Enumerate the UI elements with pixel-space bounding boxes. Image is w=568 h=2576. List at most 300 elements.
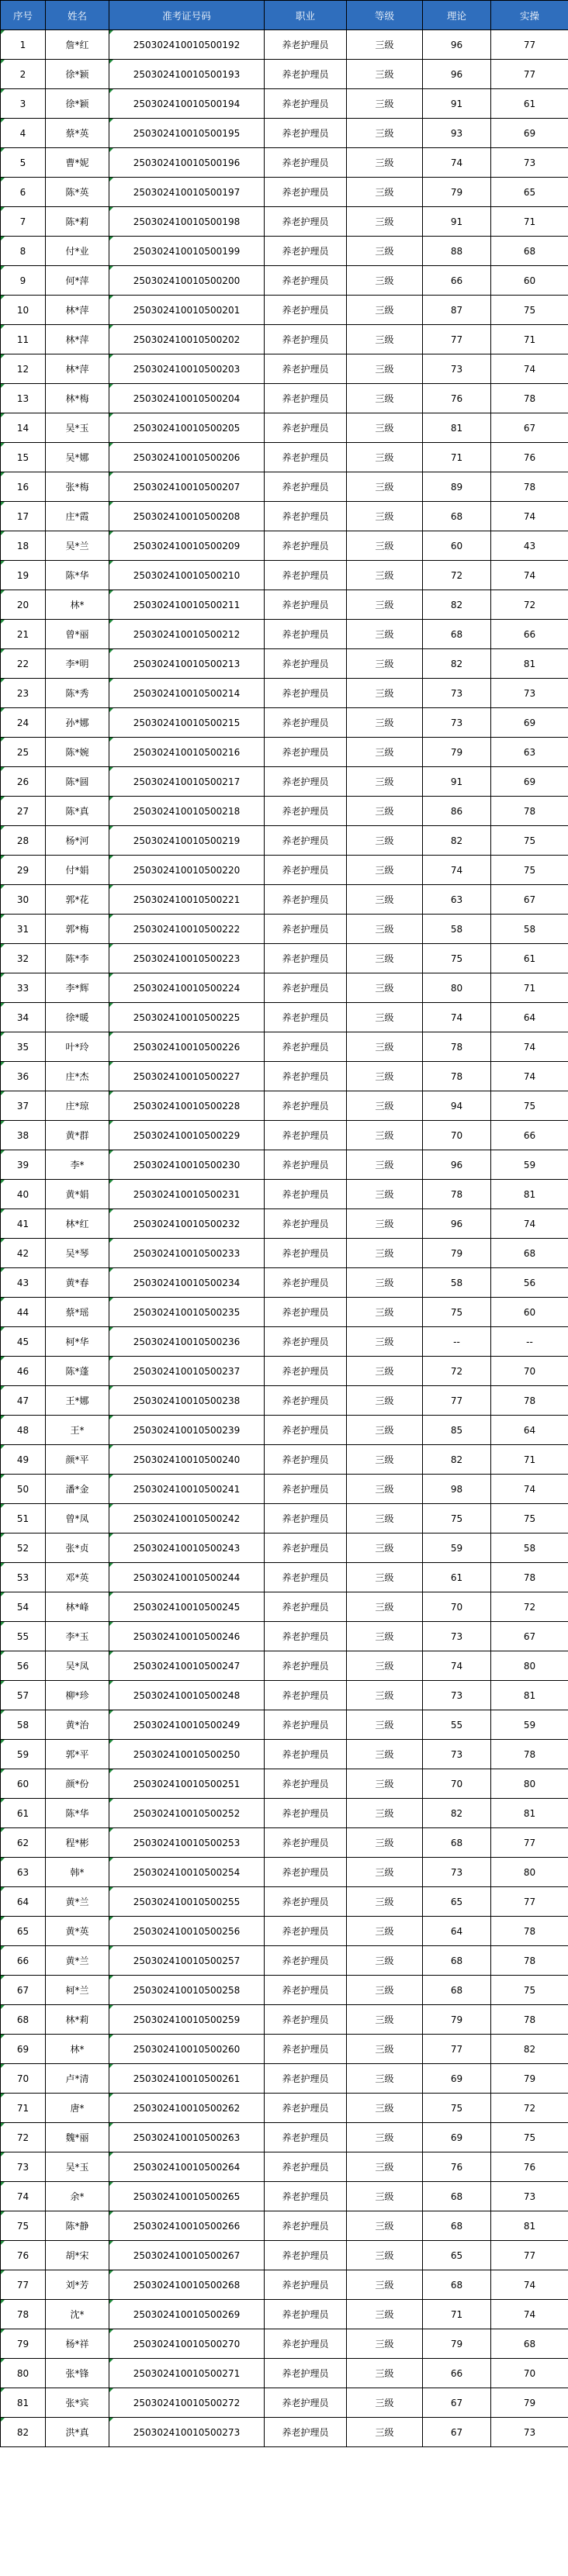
cell-job: 养老护理员 — [265, 1533, 347, 1563]
cell-ticket: 250302410010500251 — [109, 1769, 265, 1799]
cell-practice: 77 — [491, 2241, 568, 2270]
cell-job: 养老护理员 — [265, 2182, 347, 2211]
cell-theory: 72 — [423, 1357, 491, 1386]
cell-theory: 73 — [423, 1858, 491, 1887]
cell-seq: 68 — [1, 2005, 46, 2035]
cell-name: 林*莉 — [46, 2005, 109, 2035]
cell-seq: 57 — [1, 1681, 46, 1710]
cell-job: 养老护理员 — [265, 2064, 347, 2094]
cell-seq: 19 — [1, 561, 46, 590]
cell-practice: 78 — [491, 1563, 568, 1592]
cell-ticket: 250302410010500219 — [109, 826, 265, 856]
cell-job: 养老护理员 — [265, 354, 347, 384]
cell-name: 陈*真 — [46, 797, 109, 826]
cell-practice: -- — [491, 1327, 568, 1357]
cell-name: 李*辉 — [46, 973, 109, 1003]
cell-practice: 61 — [491, 944, 568, 973]
cell-practice: 75 — [491, 2123, 568, 2152]
cell-level: 三级 — [347, 2064, 423, 2094]
cell-seq: 37 — [1, 1091, 46, 1121]
cell-practice: 73 — [491, 679, 568, 708]
cell-job: 养老护理员 — [265, 1622, 347, 1651]
table-row — [1, 1180, 568, 1209]
cell-name: 邓*英 — [46, 1563, 109, 1592]
table-row — [1, 354, 568, 384]
cell-job: 养老护理员 — [265, 89, 347, 119]
cell-seq: 53 — [1, 1563, 46, 1592]
cell-practice: 81 — [491, 1180, 568, 1209]
cell-theory: 67 — [423, 2388, 491, 2418]
cell-job: 养老护理员 — [265, 531, 347, 561]
cell-ticket: 250302410010500253 — [109, 1828, 265, 1858]
cell-theory: 75 — [423, 2094, 491, 2123]
cell-seq: 2 — [1, 60, 46, 89]
cell-name: 黄*英 — [46, 1917, 109, 1946]
table-row — [1, 2005, 568, 2035]
cell-theory: 70 — [423, 1121, 491, 1150]
cell-job: 养老护理员 — [265, 1946, 347, 1976]
table-row — [1, 767, 568, 797]
table-row — [1, 1062, 568, 1091]
cell-theory: 55 — [423, 1710, 491, 1740]
cell-name: 黄*娟 — [46, 1180, 109, 1209]
cell-ticket: 250302410010500221 — [109, 885, 265, 915]
cell-practice: 81 — [491, 1681, 568, 1710]
cell-name: 林*萍 — [46, 325, 109, 354]
table-row — [1, 413, 568, 443]
cell-seq: 65 — [1, 1917, 46, 1946]
cell-practice: 59 — [491, 1150, 568, 1180]
cell-ticket: 250302410010500260 — [109, 2035, 265, 2064]
cell-theory: 61 — [423, 1563, 491, 1592]
header-job: 职业 — [265, 1, 347, 30]
cell-theory: 74 — [423, 1651, 491, 1681]
cell-ticket: 250302410010500241 — [109, 1475, 265, 1504]
cell-level: 三级 — [347, 325, 423, 354]
cell-seq: 10 — [1, 296, 46, 325]
cell-level: 三级 — [347, 1150, 423, 1180]
cell-name: 黄*春 — [46, 1268, 109, 1298]
cell-ticket: 250302410010500193 — [109, 60, 265, 89]
cell-seq: 5 — [1, 148, 46, 178]
cell-job: 养老护理员 — [265, 2035, 347, 2064]
cell-name: 黄*兰 — [46, 1887, 109, 1917]
cell-practice: 72 — [491, 2094, 568, 2123]
cell-seq: 31 — [1, 915, 46, 944]
cell-theory: 70 — [423, 1769, 491, 1799]
cell-name: 蔡*瑶 — [46, 1298, 109, 1327]
cell-theory: 79 — [423, 2329, 491, 2359]
cell-name: 吴*娜 — [46, 443, 109, 472]
cell-theory: 93 — [423, 119, 491, 148]
cell-ticket: 250302410010500272 — [109, 2388, 265, 2418]
table-row — [1, 1533, 568, 1563]
cell-job: 养老护理员 — [265, 1239, 347, 1268]
cell-ticket: 250302410010500250 — [109, 1740, 265, 1769]
cell-seq: 76 — [1, 2241, 46, 2270]
table-row — [1, 1003, 568, 1032]
cell-level: 三级 — [347, 1298, 423, 1327]
table-row — [1, 2359, 568, 2388]
cell-name: 吴*玉 — [46, 2152, 109, 2182]
cell-ticket: 250302410010500243 — [109, 1533, 265, 1563]
cell-seq: 27 — [1, 797, 46, 826]
cell-job: 养老护理员 — [265, 119, 347, 148]
table-row — [1, 30, 568, 60]
cell-name: 徐*颖 — [46, 60, 109, 89]
table-row — [1, 2211, 568, 2241]
cell-ticket: 250302410010500238 — [109, 1386, 265, 1416]
header-practice: 实操 — [491, 1, 568, 30]
table-row — [1, 856, 568, 885]
cell-ticket: 250302410010500198 — [109, 207, 265, 237]
cell-theory: 58 — [423, 915, 491, 944]
cell-level: 三级 — [347, 2359, 423, 2388]
cell-ticket: 250302410010500242 — [109, 1504, 265, 1533]
cell-seq: 77 — [1, 2270, 46, 2300]
cell-ticket: 250302410010500203 — [109, 354, 265, 384]
table-row — [1, 708, 568, 738]
cell-seq: 44 — [1, 1298, 46, 1327]
cell-level: 三级 — [347, 679, 423, 708]
cell-level: 三级 — [347, 2182, 423, 2211]
cell-job: 养老护理员 — [265, 1062, 347, 1091]
cell-ticket: 250302410010500267 — [109, 2241, 265, 2270]
cell-practice: 56 — [491, 1268, 568, 1298]
cell-level: 三级 — [347, 1032, 423, 1062]
cell-job: 养老护理员 — [265, 1150, 347, 1180]
cell-job: 养老护理员 — [265, 1592, 347, 1622]
cell-name: 李*明 — [46, 649, 109, 679]
cell-theory: 77 — [423, 325, 491, 354]
cell-seq: 25 — [1, 738, 46, 767]
cell-practice: 67 — [491, 1622, 568, 1651]
cell-theory: 72 — [423, 561, 491, 590]
cell-job: 养老护理员 — [265, 1209, 347, 1239]
table-row — [1, 1121, 568, 1150]
table-row — [1, 1976, 568, 2005]
cell-level: 三级 — [347, 915, 423, 944]
cell-ticket: 250302410010500233 — [109, 1239, 265, 1268]
cell-level: 三级 — [347, 1946, 423, 1976]
cell-practice: 76 — [491, 443, 568, 472]
cell-seq: 64 — [1, 1887, 46, 1917]
cell-job: 养老护理员 — [265, 1651, 347, 1681]
cell-job: 养老护理员 — [265, 1563, 347, 1592]
cell-seq: 24 — [1, 708, 46, 738]
cell-name: 徐*颖 — [46, 89, 109, 119]
cell-job: 养老护理员 — [265, 1357, 347, 1386]
cell-practice: 78 — [491, 384, 568, 413]
cell-level: 三级 — [347, 885, 423, 915]
table-row — [1, 325, 568, 354]
cell-ticket: 250302410010500273 — [109, 2418, 265, 2447]
cell-theory: 74 — [423, 148, 491, 178]
cell-job: 养老护理员 — [265, 266, 347, 296]
cell-practice: 70 — [491, 1357, 568, 1386]
cell-ticket: 250302410010500234 — [109, 1268, 265, 1298]
cell-seq: 47 — [1, 1386, 46, 1416]
cell-name: 李* — [46, 1150, 109, 1180]
cell-practice: 77 — [491, 1887, 568, 1917]
table-row — [1, 1917, 568, 1946]
cell-level: 三级 — [347, 1062, 423, 1091]
cell-level: 三级 — [347, 973, 423, 1003]
cell-practice: 78 — [491, 2005, 568, 2035]
cell-ticket: 250302410010500217 — [109, 767, 265, 797]
cell-practice: 74 — [491, 2300, 568, 2329]
cell-name: 柯*兰 — [46, 1976, 109, 2005]
cell-ticket: 250302410010500239 — [109, 1416, 265, 1445]
cell-name: 王* — [46, 1416, 109, 1445]
table-row — [1, 1504, 568, 1533]
table-row — [1, 2300, 568, 2329]
cell-ticket: 250302410010500214 — [109, 679, 265, 708]
cell-level: 三级 — [347, 2152, 423, 2182]
table-row — [1, 1828, 568, 1858]
cell-name: 杨*河 — [46, 826, 109, 856]
cell-seq: 39 — [1, 1150, 46, 1180]
cell-theory: 68 — [423, 1946, 491, 1976]
cell-job: 养老护理员 — [265, 502, 347, 531]
cell-practice: 66 — [491, 1121, 568, 1150]
cell-name: 张*锋 — [46, 2359, 109, 2388]
table-row — [1, 1416, 568, 1445]
cell-job: 养老护理员 — [265, 1710, 347, 1740]
cell-theory: 73 — [423, 708, 491, 738]
cell-name: 陈*圆 — [46, 767, 109, 797]
cell-job: 养老护理员 — [265, 1032, 347, 1062]
cell-level: 三级 — [347, 119, 423, 148]
cell-job: 养老护理员 — [265, 2123, 347, 2152]
cell-job: 养老护理员 — [265, 767, 347, 797]
cell-level: 三级 — [347, 1651, 423, 1681]
cell-practice: 58 — [491, 1533, 568, 1563]
table-row — [1, 1710, 568, 1740]
cell-practice: 65 — [491, 178, 568, 207]
table-row — [1, 89, 568, 119]
cell-theory: 68 — [423, 502, 491, 531]
cell-name: 林*萍 — [46, 296, 109, 325]
cell-job: 养老护理员 — [265, 1003, 347, 1032]
cell-theory: 68 — [423, 620, 491, 649]
cell-name: 郭*平 — [46, 1740, 109, 1769]
cell-job: 养老护理员 — [265, 325, 347, 354]
cell-level: 三级 — [347, 30, 423, 60]
table-row — [1, 1327, 568, 1357]
cell-seq: 9 — [1, 266, 46, 296]
cell-seq: 58 — [1, 1710, 46, 1740]
table-row — [1, 1858, 568, 1887]
cell-seq: 1 — [1, 30, 46, 60]
cell-name: 陈*蓬 — [46, 1357, 109, 1386]
cell-ticket: 250302410010500254 — [109, 1858, 265, 1887]
cell-level: 三级 — [347, 561, 423, 590]
cell-job: 养老护理员 — [265, 1681, 347, 1710]
cell-seq: 81 — [1, 2388, 46, 2418]
cell-ticket: 250302410010500212 — [109, 620, 265, 649]
cell-seq: 46 — [1, 1357, 46, 1386]
cell-name: 吴*琴 — [46, 1239, 109, 1268]
cell-level: 三级 — [347, 2094, 423, 2123]
cell-theory: 82 — [423, 590, 491, 620]
cell-job: 养老护理员 — [265, 1445, 347, 1475]
cell-practice: 75 — [491, 826, 568, 856]
cell-level: 三级 — [347, 1592, 423, 1622]
cell-level: 三级 — [347, 1887, 423, 1917]
cell-job: 养老护理员 — [265, 1504, 347, 1533]
cell-name: 庄*琼 — [46, 1091, 109, 1121]
cell-job: 养老护理员 — [265, 590, 347, 620]
cell-level: 三级 — [347, 797, 423, 826]
cell-practice: 69 — [491, 708, 568, 738]
cell-seq: 16 — [1, 472, 46, 502]
cell-seq: 20 — [1, 590, 46, 620]
cell-level: 三级 — [347, 1533, 423, 1563]
cell-practice: 68 — [491, 237, 568, 266]
cell-practice: 74 — [491, 1062, 568, 1091]
cell-name: 颜*份 — [46, 1769, 109, 1799]
cell-ticket: 250302410010500210 — [109, 561, 265, 590]
cell-ticket: 250302410010500252 — [109, 1799, 265, 1828]
cell-job: 养老护理员 — [265, 30, 347, 60]
cell-name: 吴*玉 — [46, 413, 109, 443]
cell-ticket: 250302410010500235 — [109, 1298, 265, 1327]
cell-theory: 60 — [423, 531, 491, 561]
cell-ticket: 250302410010500195 — [109, 119, 265, 148]
cell-seq: 17 — [1, 502, 46, 531]
cell-seq: 33 — [1, 973, 46, 1003]
cell-job: 养老护理员 — [265, 2211, 347, 2241]
cell-practice: 74 — [491, 1032, 568, 1062]
cell-level: 三级 — [347, 2388, 423, 2418]
cell-seq: 60 — [1, 1769, 46, 1799]
cell-seq: 34 — [1, 1003, 46, 1032]
cell-seq: 28 — [1, 826, 46, 856]
cell-job: 养老护理员 — [265, 472, 347, 502]
cell-job: 养老护理员 — [265, 148, 347, 178]
cell-seq: 69 — [1, 2035, 46, 2064]
cell-theory: 58 — [423, 1268, 491, 1298]
cell-seq: 8 — [1, 237, 46, 266]
cell-practice: 67 — [491, 885, 568, 915]
cell-job: 养老护理员 — [265, 1799, 347, 1828]
cell-seq: 78 — [1, 2300, 46, 2329]
table-row — [1, 2152, 568, 2182]
cell-ticket: 250302410010500201 — [109, 296, 265, 325]
cell-level: 三级 — [347, 1003, 423, 1032]
table-row — [1, 826, 568, 856]
cell-theory: 73 — [423, 679, 491, 708]
cell-name: 林* — [46, 590, 109, 620]
cell-seq: 13 — [1, 384, 46, 413]
cell-seq: 3 — [1, 89, 46, 119]
cell-level: 三级 — [347, 2329, 423, 2359]
cell-ticket: 250302410010500224 — [109, 973, 265, 1003]
cell-level: 三级 — [347, 148, 423, 178]
cell-name: 柳*珍 — [46, 1681, 109, 1710]
cell-theory: 91 — [423, 767, 491, 797]
cell-theory: 81 — [423, 413, 491, 443]
cell-theory: 71 — [423, 443, 491, 472]
cell-theory: 77 — [423, 2035, 491, 2064]
cell-ticket: 250302410010500256 — [109, 1917, 265, 1946]
cell-seq: 36 — [1, 1062, 46, 1091]
cell-practice: 75 — [491, 1504, 568, 1533]
table-row — [1, 2241, 568, 2270]
cell-seq: 61 — [1, 1799, 46, 1828]
cell-practice: 79 — [491, 2388, 568, 2418]
table-row — [1, 797, 568, 826]
cell-practice: 64 — [491, 1003, 568, 1032]
cell-theory: 75 — [423, 1298, 491, 1327]
cell-seq: 74 — [1, 2182, 46, 2211]
cell-job: 养老护理员 — [265, 2241, 347, 2270]
cell-ticket: 250302410010500269 — [109, 2300, 265, 2329]
cell-practice: 43 — [491, 531, 568, 561]
cell-level: 三级 — [347, 266, 423, 296]
cell-name: 颜*平 — [46, 1445, 109, 1475]
table-row — [1, 944, 568, 973]
cell-level: 三级 — [347, 1268, 423, 1298]
cell-theory: 75 — [423, 1504, 491, 1533]
cell-level: 三级 — [347, 1357, 423, 1386]
cell-job: 养老护理员 — [265, 1268, 347, 1298]
table-row — [1, 2418, 568, 2447]
table-row — [1, 1799, 568, 1828]
cell-job: 养老护理员 — [265, 384, 347, 413]
cell-job: 养老护理员 — [265, 1828, 347, 1858]
cell-seq: 11 — [1, 325, 46, 354]
cell-ticket: 250302410010500271 — [109, 2359, 265, 2388]
cell-name: 詹*红 — [46, 30, 109, 60]
table-row — [1, 1091, 568, 1121]
cell-seq: 40 — [1, 1180, 46, 1209]
table-row — [1, 531, 568, 561]
cell-level: 三级 — [347, 296, 423, 325]
cell-practice: 75 — [491, 856, 568, 885]
cell-name: 陈*静 — [46, 2211, 109, 2241]
cell-theory: 59 — [423, 1533, 491, 1563]
cell-theory: 82 — [423, 649, 491, 679]
cell-ticket: 250302410010500246 — [109, 1622, 265, 1651]
cell-ticket: 250302410010500231 — [109, 1180, 265, 1209]
cell-job: 养老护理员 — [265, 1121, 347, 1150]
cell-practice: 71 — [491, 973, 568, 1003]
cell-job: 养老护理员 — [265, 856, 347, 885]
cell-ticket: 250302410010500197 — [109, 178, 265, 207]
cell-practice: 72 — [491, 590, 568, 620]
cell-name: 陈*李 — [46, 944, 109, 973]
cell-ticket: 250302410010500223 — [109, 944, 265, 973]
cell-ticket: 250302410010500215 — [109, 708, 265, 738]
cell-level: 三级 — [347, 178, 423, 207]
cell-name: 李*玉 — [46, 1622, 109, 1651]
cell-ticket: 250302410010500255 — [109, 1887, 265, 1917]
cell-seq: 72 — [1, 2123, 46, 2152]
cell-theory: 86 — [423, 797, 491, 826]
cell-ticket: 250302410010500258 — [109, 1976, 265, 2005]
cell-name: 陈*莉 — [46, 207, 109, 237]
header-seq: 序号 — [1, 1, 46, 30]
cell-ticket: 250302410010500270 — [109, 2329, 265, 2359]
cell-practice: 71 — [491, 1445, 568, 1475]
cell-job: 养老护理员 — [265, 944, 347, 973]
cell-seq: 41 — [1, 1209, 46, 1239]
cell-seq: 23 — [1, 679, 46, 708]
cell-job: 养老护理员 — [265, 620, 347, 649]
cell-name: 叶*玲 — [46, 1032, 109, 1062]
